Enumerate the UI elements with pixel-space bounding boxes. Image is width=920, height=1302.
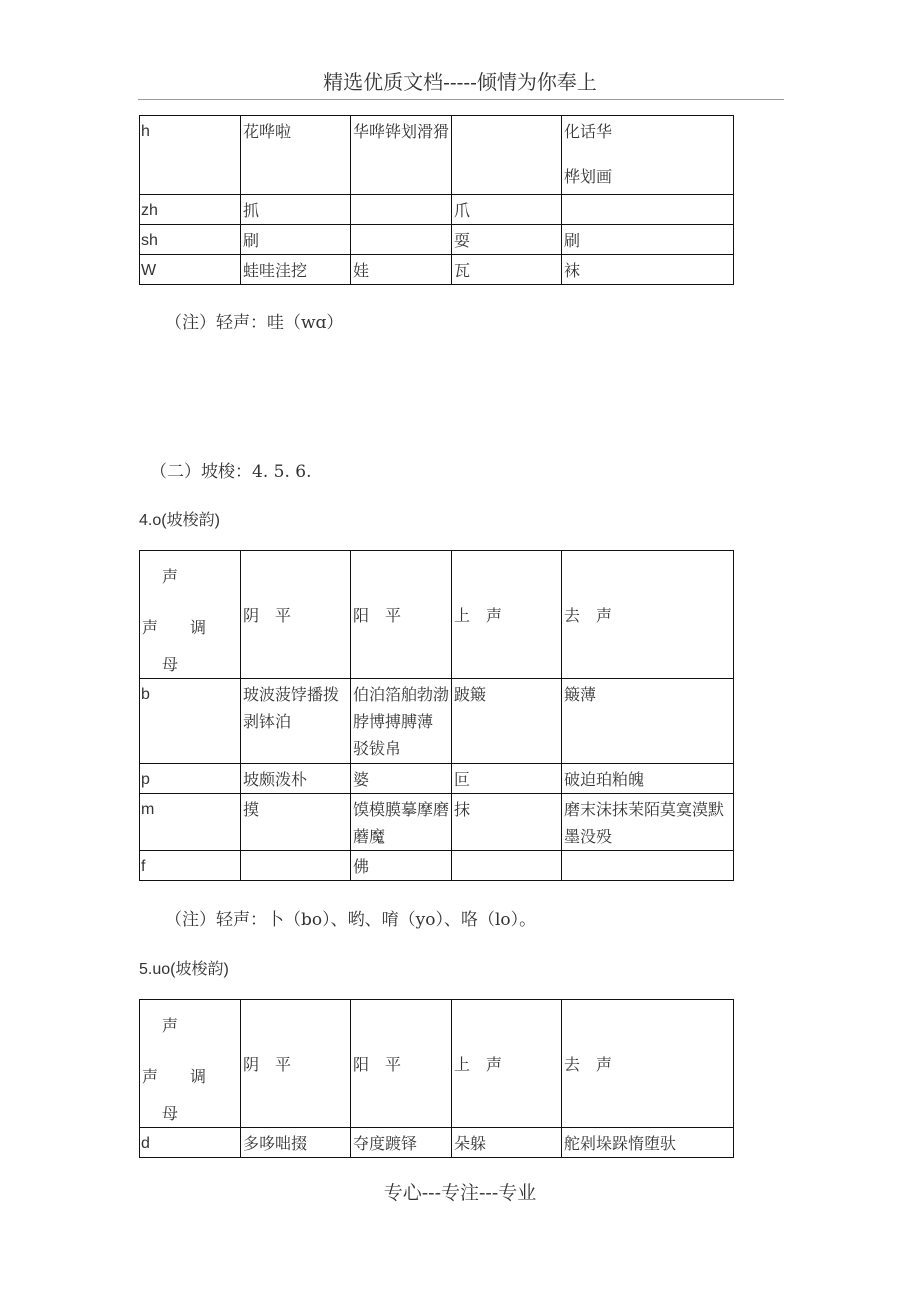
header-yangping: 阳 平 [351,551,452,679]
page-footer: 专心---专注---专业 [383,1182,537,1204]
initial-cell: d [140,1128,241,1158]
yinping-cell [241,851,351,881]
table-row [140,195,734,225]
yangping-cell: 华哗铧划滑猾 [351,116,452,195]
header-corner-cell [140,1000,241,1128]
yangping-cell: 夺度踱铎 [351,1128,452,1158]
qusheng-line-1: 化话华 [564,122,613,141]
initial-cell: W [140,255,241,285]
shangsheng-cell: 耍 [452,225,562,255]
note-light-tone-1: （注）轻声：哇（wɑ） [165,313,344,333]
header-qusheng: 去 声 [562,1000,734,1128]
header-divider [138,99,784,100]
yangping-cell [351,195,452,225]
initial-cell: zh [140,195,241,225]
section-heading: （二）坡梭：4. 5. 6. [150,462,312,482]
initial-cell: sh [140,225,241,255]
yangping-cell: 婆 [351,764,452,794]
qusheng-cell: 簸薄 [562,679,734,764]
initial-cell: m [140,794,241,851]
page-header: 精选优质文档-----倾情为你奉上 [323,70,597,94]
header-yangping: 阳 平 [351,1000,452,1128]
qusheng-cell [562,851,734,881]
header-mu: 母 [162,655,179,674]
shangsheng-cell [452,851,562,881]
subheading-o: 4.o(坡梭韵) [139,512,220,529]
table-ua-continued [139,115,734,285]
table-row [140,255,734,285]
yangping-cell: 佛 [351,851,452,881]
table-row [140,764,734,794]
header-yinping: 阴 平 [241,1000,351,1128]
yangping-cell [351,225,452,255]
shangsheng-cell: 叵 [452,764,562,794]
yinping-cell: 蛙哇洼挖 [241,255,351,285]
yangping-cell: 馍模膜摹摩磨蘑魔 [351,794,452,851]
yinping-cell: 玻波菠饽播拨剥钵泊 [241,679,351,764]
qusheng-cell [562,195,734,225]
header-shangsheng: 上 声 [452,551,562,679]
header-yinping: 阴 平 [241,551,351,679]
table-header-row [140,1000,734,1128]
header-qusheng: 去 声 [562,551,734,679]
qusheng-line-2: 桦划画 [564,167,613,186]
header-corner-cell [140,551,241,679]
shangsheng-cell: 跛簸 [452,679,562,764]
note-light-tone-2: （注）轻声：卜（bo）、哟、唷（yo）、咯（lo）。 [165,910,537,930]
qusheng-cell: 袜 [562,255,734,285]
shangsheng-cell [452,116,562,195]
table-row [140,225,734,255]
qusheng-cell: 磨末沫抹茉陌莫寞漠默墨没殁 [562,794,734,851]
yangping-cell: 娃 [351,255,452,285]
table-row [140,1128,734,1158]
table-row [140,851,734,881]
yinping-cell: 花哗啦 [241,116,351,195]
header-sheng-left: 声 [142,1067,159,1086]
yinping-cell: 多哆咄掇 [241,1128,351,1158]
table-row [140,116,734,195]
table-o [139,550,734,881]
header-sheng-left: 声 [142,618,159,637]
header-diao: 调 [189,1067,206,1086]
header-mu: 母 [162,1104,179,1123]
yinping-cell: 摸 [241,794,351,851]
yinping-cell: 刷 [241,225,351,255]
subheading-uo: 5.uo(坡梭韵) [139,961,229,978]
initial-cell: f [140,851,241,881]
header-sheng: 声 [162,1016,179,1035]
shangsheng-cell: 朵躲 [452,1128,562,1158]
initial-cell: p [140,764,241,794]
yangping-cell: 伯泊箔舶勃渤脖博搏膊薄 驳钹帛 [351,679,452,764]
table-header-row [140,551,734,679]
table-uo [139,999,734,1158]
qusheng-cell [562,116,734,195]
qusheng-cell: 刷 [562,225,734,255]
header-shangsheng: 上 声 [452,1000,562,1128]
qusheng-cell: 舵剁垛跺惰堕驮 [562,1128,734,1158]
qusheng-cell: 破迫珀粕魄 [562,764,734,794]
shangsheng-cell: 瓦 [452,255,562,285]
initial-cell: h [140,116,241,195]
table-row [140,679,734,764]
table-row [140,794,734,851]
header-diao: 调 [189,618,206,637]
yinping-cell: 坡颇泼朴 [241,764,351,794]
shangsheng-cell: 抹 [452,794,562,851]
yinping-cell: 抓 [241,195,351,225]
shangsheng-cell: 爪 [452,195,562,225]
header-sheng: 声 [162,567,179,586]
initial-cell: b [140,679,241,764]
